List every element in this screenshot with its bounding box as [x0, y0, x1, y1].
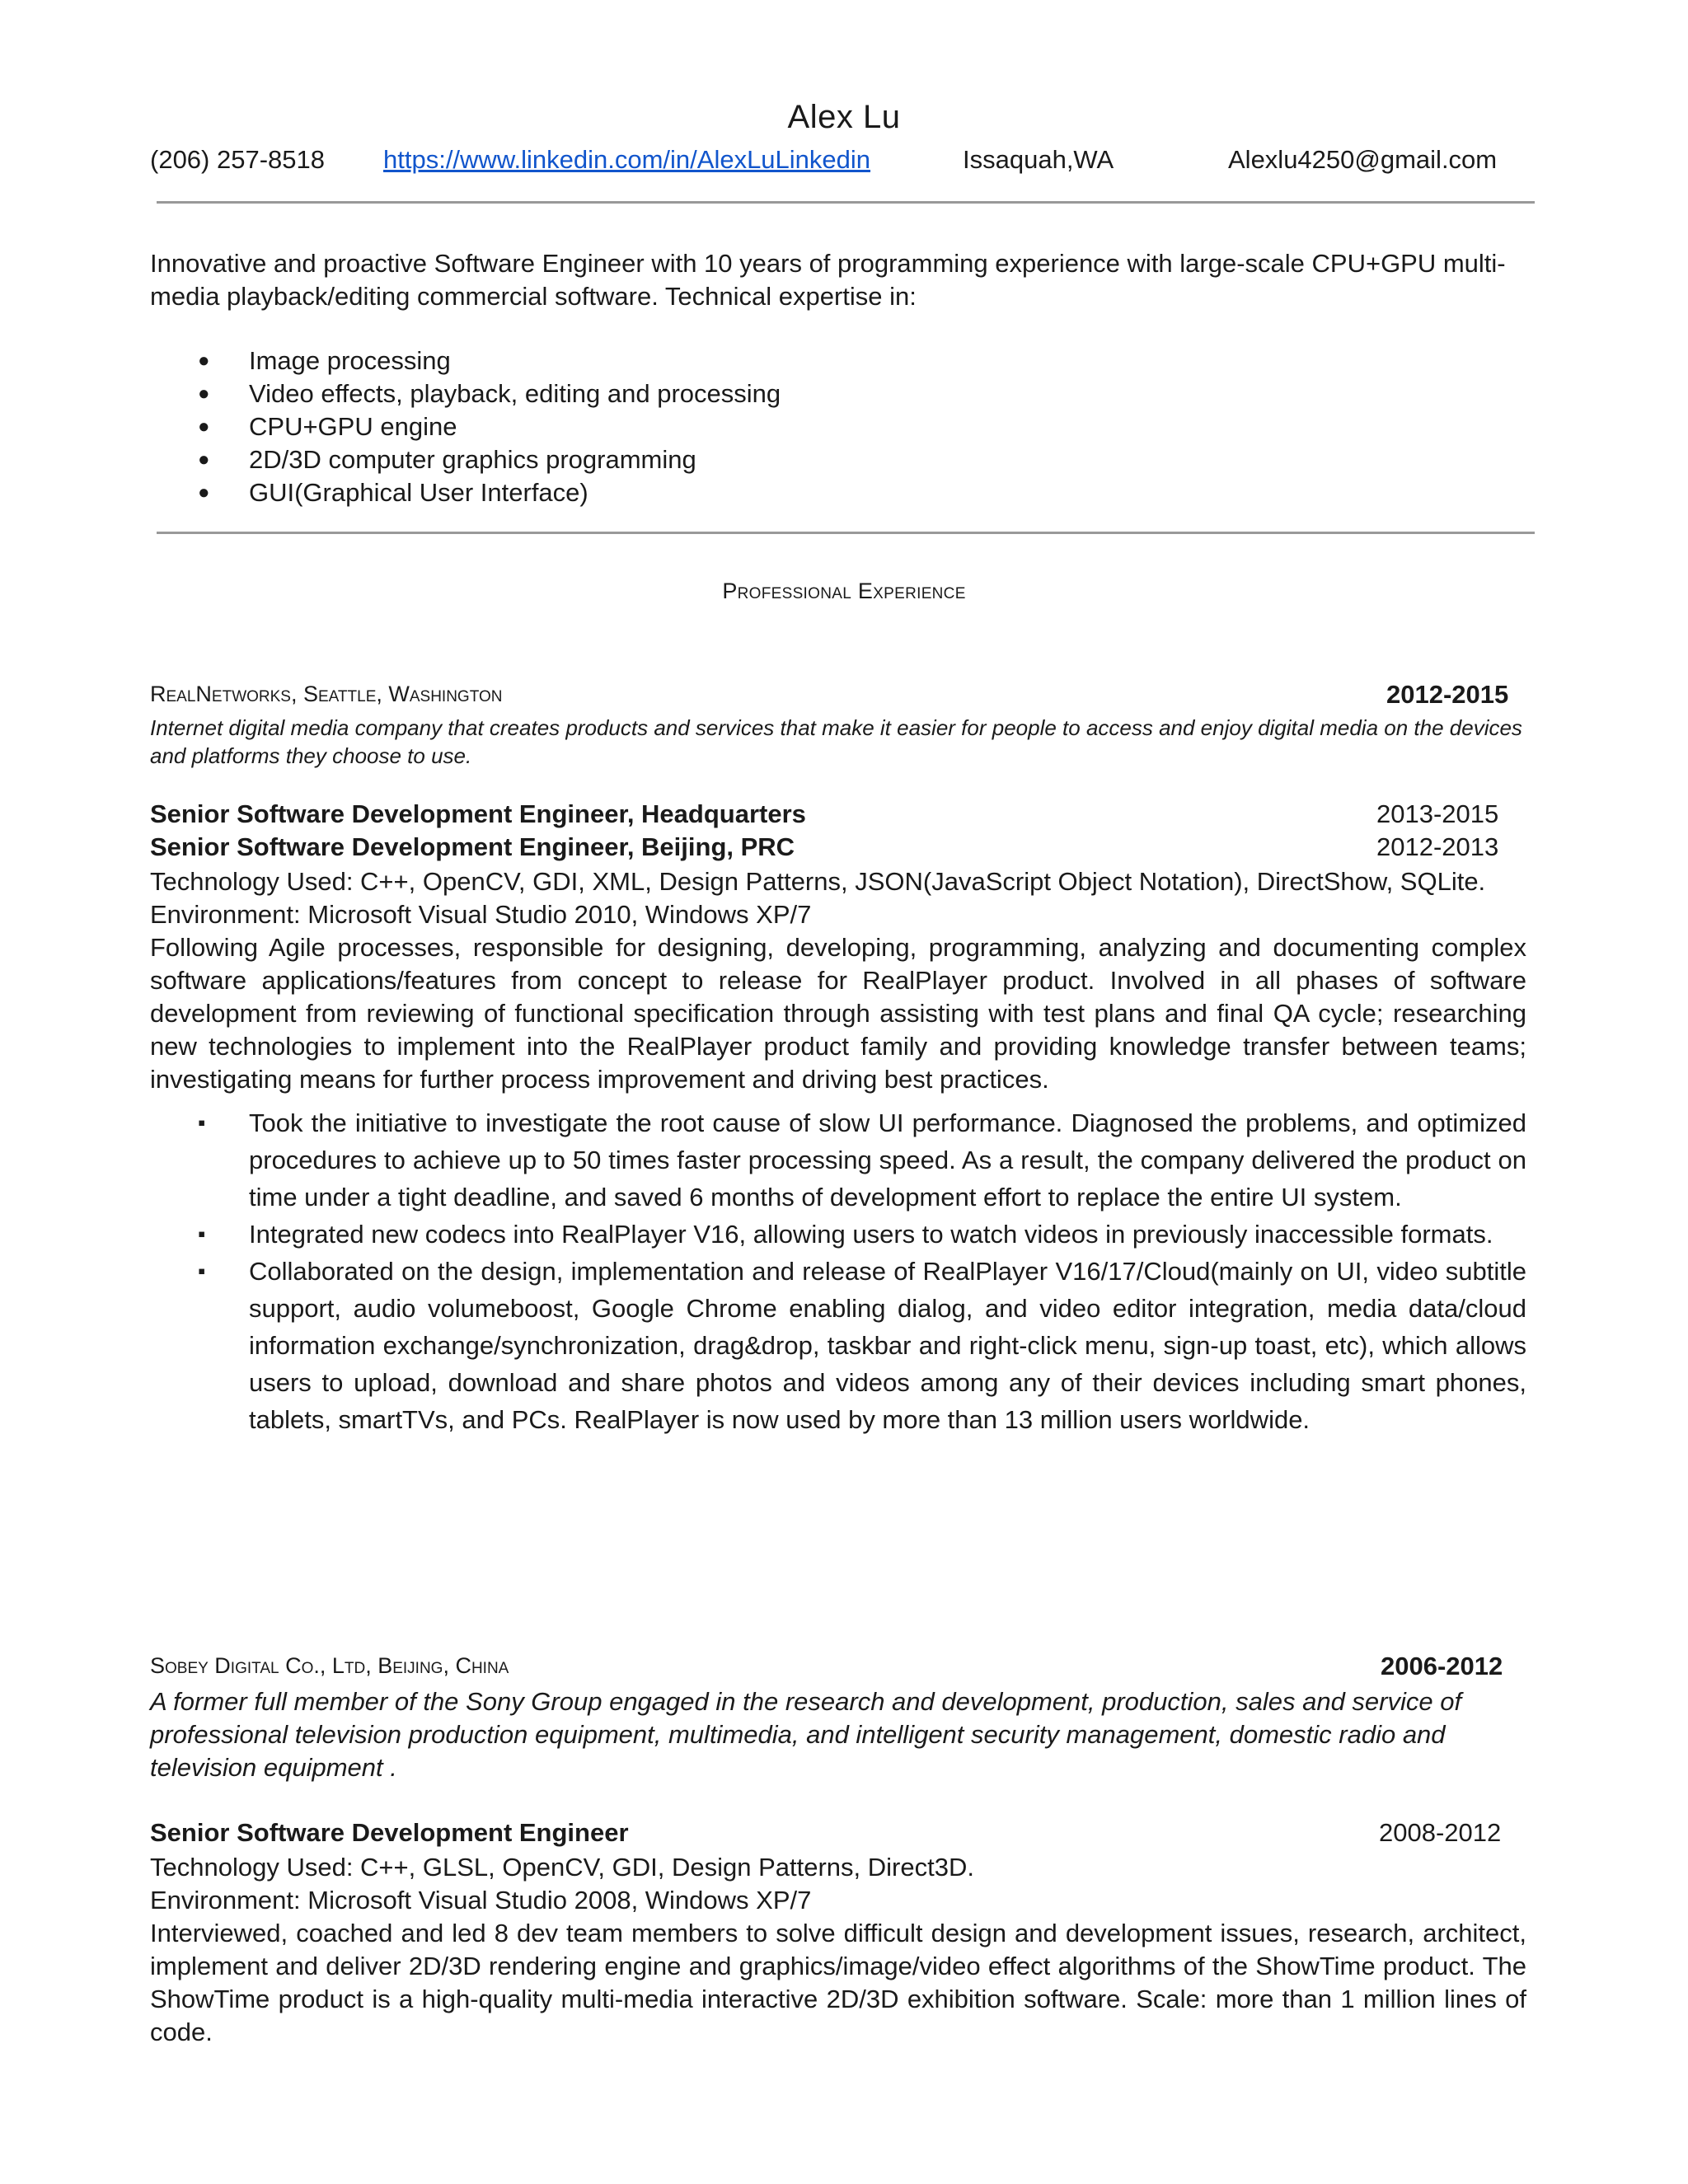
achievements-list — [150, 1104, 1526, 1438]
achievement-item: ▪ Took the initiative to investigate the root cause of slow UI performance. Diagnosed the problems, and optimized procedures to achieve up to 50 times faster processing speed. As a result, the company delivered the product on time under a tight deadline, and saved 6 months of development effort to replace the entire UI system. — [150, 1104, 1526, 1216]
company-description: A former full member of the Sony Group engaged in the research and development, production, sales and service of professional television production equipment, multimedia, and intelligent security management, domestic radio and television equipment . — [150, 1687, 1462, 1782]
linkedin-link[interactable]: https://www.linkedin.com/in/AlexLuLinkedin — [383, 145, 871, 174]
skill-item: ● 2D/3D computer graphics programming — [150, 443, 781, 476]
environment: Environment: Microsoft Visual Studio 2010, Windows XP/7 — [150, 900, 812, 929]
role-title: Senior Software Development Engineer, Beijing, PRC — [150, 832, 795, 861]
achievement-item: ▪ Integrated new codecs into RealPlayer V16, allowing users to watch videos in previously inaccessible formats. — [150, 1216, 1526, 1253]
skills-list — [150, 344, 781, 509]
role-title: Senior Software Development Engineer — [150, 1818, 629, 1847]
candidate-name: Alex Lu — [787, 99, 901, 135]
skill-item: ● Video effects, playback, editing and processing — [150, 377, 781, 410]
achievement-item: ▪ Collaborated on the design, implementation and release of RealPlayer V16/17/Cloud(mainly on UI, video subtitle support, audio volumeboost, Google Chrome enabling dialog, and video editor integration, media data/cloud information exchange/synchronization, drag&drop, taskbar and right-click menu, sign-up toast, etc), which allows users to upload, download and share photos and videos among any of their devices including smart phones, tablets, smartTVs, and PCs. RealPlayer is now used by more than 13 million users worldwide. — [150, 1253, 1526, 1438]
role-title: Senior Software Development Engineer, Headquarters — [150, 799, 806, 828]
skill-item: ● CPU+GPU engine — [150, 410, 781, 443]
job-summary: Interviewed, coached and led 8 dev team members to solve difficult design and development issues, research, architect, implement and deliver 2D/3D rendering engine and graphics/image/video effect algorithms of the ShowTime product. The ShowTime product is a high-quality multi-media interactive 2D/3D exhibition software. Scale: more than 1 million lines of code. — [150, 1919, 1526, 2046]
divider-middle — [157, 532, 1535, 534]
environment: Environment: Microsoft Visual Studio 2008, Windows XP/7 — [150, 1886, 812, 1915]
divider-top — [157, 201, 1535, 204]
company-description: Internet digital media company that creates products and services that make it easier for people to access and enjoy digital media on the devices and platforms they choose to use. — [150, 715, 1522, 768]
role-years: 2008-2012 — [1379, 1818, 1502, 1847]
location: Issaquah,WA — [963, 145, 1114, 174]
summary-text: Innovative and proactive Software Engineer with 10 years of programming experience with large-scale CPU+GPU multi-media playback/editing commercial software. Technical expertise in: — [150, 249, 1506, 311]
phone-number: (206) 257-8518 — [150, 145, 325, 174]
role-years: 2013-2015 — [1376, 799, 1499, 828]
skill-item: ● GUI(Graphical User Interface) — [150, 476, 781, 509]
job-summary: Following Agile processes, responsible for designing, developing, programming, analyzing and documenting complex software applications/features from concept to release for RealPlayer product. Involved in all phases of software development from reviewing of functional specification through assisting with test plans and final QA cycle; researching new technologies to implement into the RealPlayer product family and providing knowledge transfer between teams; investigating means for further process improvement and driving best practices. — [150, 933, 1526, 1094]
section-title-experience: Professional Experience — [722, 579, 966, 603]
company-name: Sobey Digital Co., Ltd, Beijing, China — [150, 1653, 509, 1678]
company-years: 2012-2015 — [1386, 680, 1509, 709]
email-address[interactable]: Alexlu4250@gmail.com — [1228, 145, 1498, 174]
skill-item: ● Image processing — [150, 344, 781, 377]
company-years: 2006-2012 — [1381, 1652, 1503, 1680]
technology-used: Technology Used: C++, OpenCV, GDI, XML, Design Patterns, JSON(JavaScript Object Notation), DirectShow, SQLite. — [150, 867, 1486, 896]
technology-used: Technology Used: C++, GLSL, OpenCV, GDI, Design Patterns, Direct3D. — [150, 1853, 974, 1882]
role-years: 2012-2013 — [1376, 832, 1499, 861]
company-name: RealNetworks, Seattle, Washington — [150, 682, 503, 706]
